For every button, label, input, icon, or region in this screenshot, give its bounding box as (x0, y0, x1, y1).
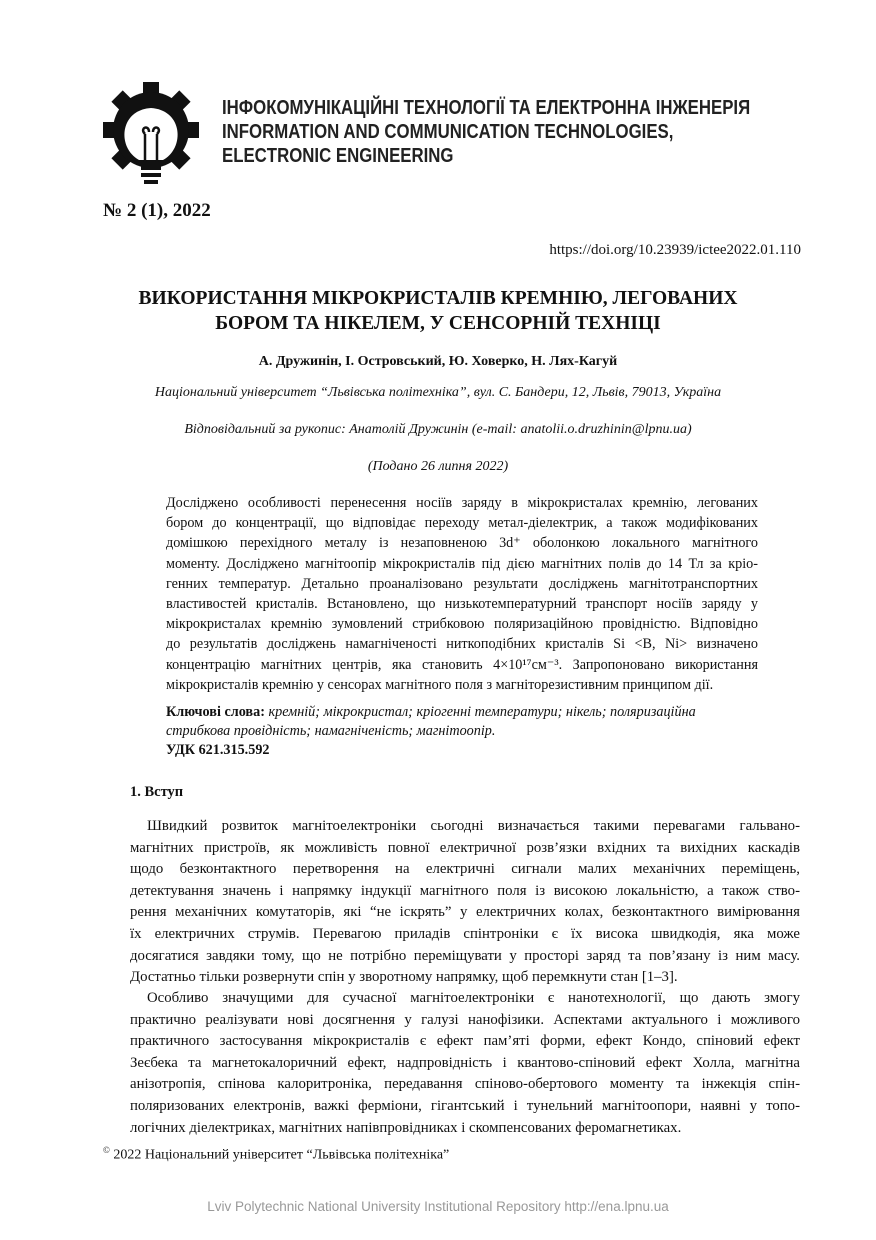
copyright-notice (103, 1145, 449, 1164)
title-line: ВИКОРИСТАННЯ МІКРОКРИСТАЛІВ КРЕМНІЮ, ЛЕГОВАНИХ (138, 288, 738, 309)
body-line: Особливо значущими для сучасної магнітоелектроніки є нанотехнології, що дають змогу (147, 990, 800, 1006)
abstract (166, 493, 758, 695)
submission-date: (Подано 26 липня 2022) (367, 459, 509, 474)
body-line: щодо безконтактного перетворення на електричні сигнали малих механічних переміщень, (130, 861, 800, 878)
copyright-symbol: © (103, 1145, 110, 1155)
body-line: детектування значень і напрямку індукції магнітного поля із високою локальністю, а також ство- (130, 882, 800, 899)
udc-code: УДК 621.315.592 (166, 742, 270, 758)
copyright-text: 2022 Національний університет “Львівська політехніка” (109, 1147, 450, 1163)
body-line: Достатньо тільки розвернути спін у зворотному напрямку, щоб перемкнути стан [1–3]. (130, 969, 678, 986)
body-line: рення механічних комутаторів, які “не іскрять” у електричних колах, безконтактного вимірювання (130, 904, 800, 921)
journal-title-en-2: ELECTRONIC ENGINEERING (222, 145, 454, 167)
authors: А. Дружинін, І. Островський, Ю. Ховерко, Н. Лях-Кагуй (258, 354, 618, 369)
keywords (166, 703, 758, 760)
abstract-line: домішкою перехідного металу із незаповненою 3d⁺ оболонкою локального магнітного (166, 535, 758, 552)
abstract-line: бором до концентрації, що відповідає переходу метал-діелектрик, а також модифікованих (166, 515, 758, 532)
abstract-line: мікрокристалів кремнію у сенсорах магнітного поля з магніторезистивним принципом дії. (166, 676, 714, 693)
paragraph-1 (130, 816, 800, 989)
abstract-line: моменту. Досліджено магнітоопір мікрокристалів під дією магнітних полів до 14 Тл за кріо- (166, 555, 758, 572)
body-line: практичного застосування мікрокристалів є ефект пам’яті форми, ефект Кондо, спіновий ефект (130, 1033, 800, 1050)
repository-footer: Lviv Polytechnic National University Institutional Repository http://ena.lpnu.ua (207, 1199, 669, 1214)
abstract-line: властивостей кристалів. Встановлено, що низькотемпературний транспорт носіїв заряду у (166, 596, 758, 613)
corresponding-author: Відповідальний за рукопис: Анатолій Дружинін (e-mail: anatolii.o.druzhinin@lpnu.ua) (184, 422, 692, 437)
doi-link[interactable]: https://doi.org/10.23939/ictee2022.01.110 (549, 242, 801, 258)
title-line: БОРОМ ТА НІКЕЛЕМ, У СЕНСОРНІЙ ТЕХНІЦІ (215, 313, 661, 334)
body-line: логічних діелектриках, магнітних напівпровідниках і скомпенсованих феромагнетиках. (130, 1119, 682, 1136)
keywords-text: кремній; мікрокристал; кріогенні температури; нікель; поляризаційна (268, 704, 696, 720)
body-line: магнітних пристроїв, як можливість повної електричної розв’язки вхідних та вихідних каскадів (130, 839, 800, 856)
journal-logo-gear-bulb-icon (103, 82, 199, 188)
issue-number: № 2 (1), 2022 (103, 200, 211, 221)
abstract-line: концентрацію магнітних центрів, яка становить 4×10¹⁷см⁻³. Запропоновано використання (166, 656, 758, 673)
abstract-line: мікрокристалах кремнію зумовлений стрибковою поляризаційною провідністю. Відповідно (166, 616, 758, 633)
abstract-line: Досліджено особливості перенесення носіїв заряду в мікрокристалах кремнію, легованих (166, 495, 758, 511)
body-line: анізотропія, спінова калоритроніка, передавання спіново-обертового моменту та інжекція спін- (130, 1076, 800, 1093)
journal-title (222, 96, 750, 168)
body-line: поляризованих електронів, важкі ферміони, гігантський і тунельний магнітоопори, наявні у топо- (130, 1097, 800, 1114)
abstract-line: до результатів досліджень намагніченості ниткоподібних кристалів Si <B, Ni> визначено (166, 636, 758, 653)
journal-title-ua: ІНФОКОМУНІКАЦІЙНІ ТЕХНОЛОГІЇ ТА ЕЛЕКТРОННА ІНЖЕНЕРІЯ (222, 97, 751, 119)
keywords-text: стрибкова провідність; намагніченість; магнітоопір. (166, 723, 496, 739)
body-line: практично реалізувати нові досягнення у галузі нанофізики. Аспектами актуального і можливого (130, 1011, 800, 1028)
body-line: їх електричних струмів. Перевагою приладів спінтроніки є їх висока швидкодія, яка може (130, 925, 800, 942)
section-heading: 1. Вступ (130, 784, 184, 800)
body-line: Зеєбека та магнетокалоричний ефект, надпровідність і квантово-спіновий ефект Холла, магнітна (130, 1054, 800, 1071)
keywords-label: Ключові слова: (166, 704, 265, 720)
paragraph-2 (130, 988, 800, 1139)
article-title (0, 286, 876, 336)
body-line: Швидкий розвиток магнітоелектроніки сьогодні визначається такими перевагами гальвано- (147, 818, 800, 834)
journal-title-en-1: INFORMATION AND COMMUNICATION TECHNOLOGIES, (222, 121, 674, 143)
abstract-line: генних температур. Детально проаналізовано результати досліджень магнітотранспортних (166, 575, 758, 592)
body-line: досягатися завдяки тому, що не потрібно переміщувати у просторі заряд та пов’язану із ним масу. (130, 947, 800, 964)
affiliation: Національний університет “Львівська політехніка”, вул. С. Бандери, 12, Львів, 79013, Україна (154, 385, 722, 400)
